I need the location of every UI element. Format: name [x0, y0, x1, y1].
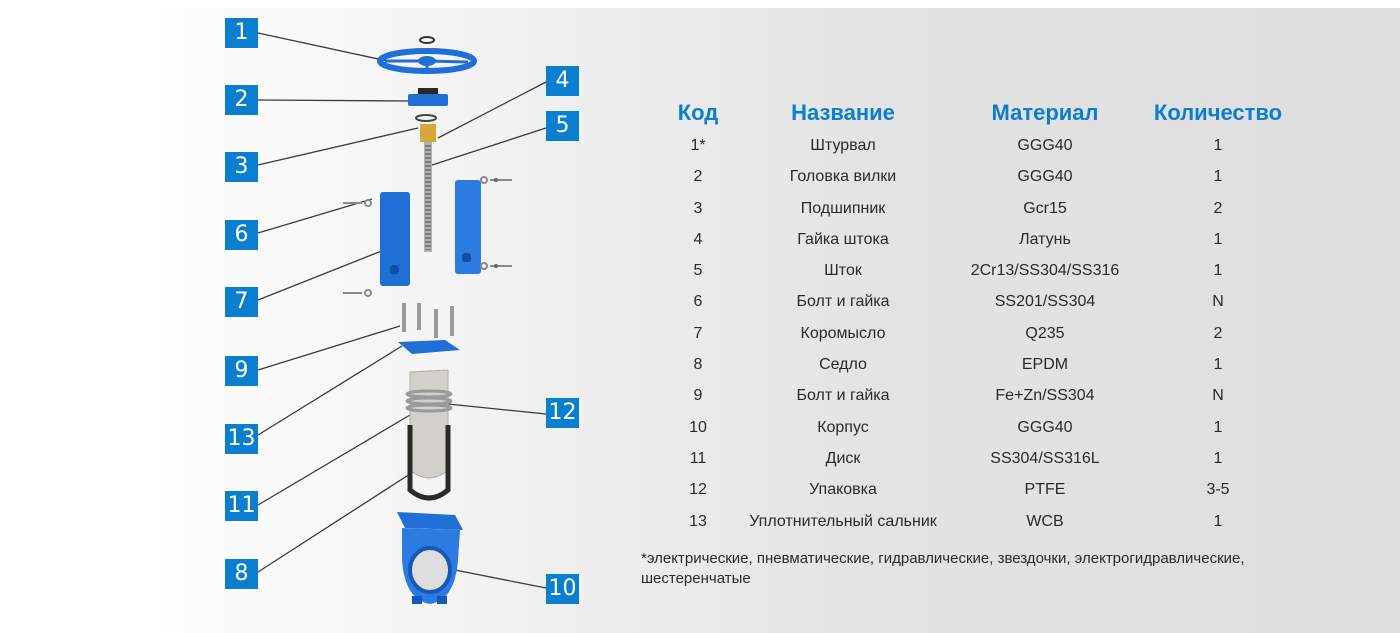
gland-part	[398, 340, 460, 354]
cell-code: 12	[689, 481, 707, 499]
cell-quantity: 1	[1213, 449, 1223, 467]
cell-material: SS304/SS316L	[990, 449, 1100, 467]
cell-quantity: 1	[1213, 418, 1223, 436]
cell-material: PTFE	[1024, 481, 1066, 499]
cell-quantity: 1	[1213, 262, 1223, 280]
callout-5: 5	[546, 111, 579, 141]
handwheel-part	[380, 37, 474, 71]
table-row	[640, 224, 1340, 255]
cell-name: Уплотнительный сальник	[749, 512, 937, 530]
cell-name: Седло	[819, 356, 867, 374]
cell-name: Шток	[824, 262, 862, 280]
callout-1: 1	[225, 18, 258, 48]
cell-name: Гайка штока	[797, 230, 889, 248]
cell-code: 7	[693, 324, 703, 342]
cell-material: Латунь	[1019, 230, 1071, 248]
cell-code: 9	[693, 387, 703, 405]
cell-name: Болт и гайка	[796, 387, 890, 405]
cell-code: 1*	[690, 137, 706, 154]
callout-8: 8	[225, 559, 258, 589]
cell-material: SS201/SS304	[994, 293, 1096, 311]
header-quantity: Количество	[1153, 100, 1283, 125]
parts-table	[640, 96, 1340, 537]
cell-name: Штурвал	[810, 137, 876, 154]
cell-material: Fe+Zn/SS304	[995, 387, 1095, 405]
callout-3: 3	[225, 152, 258, 182]
table-row	[640, 161, 1340, 192]
cell-code: 11	[689, 449, 707, 467]
cell-code: 8	[693, 356, 703, 374]
header-material: Материал	[991, 100, 1099, 125]
table-row	[640, 380, 1340, 411]
stem-part	[424, 142, 432, 252]
washer-icon	[494, 178, 498, 182]
cell-material: Q235	[1025, 324, 1065, 342]
cell-code: 4	[693, 230, 703, 248]
callout-13: 13	[225, 424, 258, 454]
cell-quantity: 1	[1213, 137, 1223, 154]
cell-quantity: N	[1212, 293, 1224, 311]
disc-part	[410, 370, 448, 478]
cell-quantity: 2	[1213, 199, 1223, 217]
callout-11: 11	[225, 491, 258, 521]
cell-quantity: 1	[1213, 168, 1223, 186]
cell-code: 10	[689, 418, 707, 436]
cell-material: GGG40	[1017, 137, 1073, 154]
cell-quantity: 3-5	[1206, 481, 1230, 499]
callout-4: 4	[546, 66, 579, 96]
table-row	[640, 130, 1340, 161]
callout-12: 12	[546, 398, 579, 428]
cell-name: Коромысло	[800, 324, 886, 342]
table-row	[640, 349, 1340, 380]
body-part	[397, 512, 463, 604]
cell-quantity: 2	[1213, 324, 1223, 342]
header-name: Название	[791, 100, 895, 125]
table-row	[640, 412, 1340, 443]
table-row	[640, 443, 1340, 474]
cell-material: Gcr15	[1023, 199, 1067, 217]
washer-icon	[494, 264, 498, 268]
cell-material: WCB	[1026, 512, 1064, 530]
table-row	[640, 474, 1340, 505]
table-row	[640, 193, 1340, 224]
cell-name: Диск	[825, 449, 861, 467]
cell-material: GGG40	[1017, 168, 1073, 186]
cell-code: 2	[693, 168, 703, 186]
cell-code: 13	[689, 512, 707, 530]
cell-name: Подшипник	[800, 199, 886, 217]
cell-quantity: 1	[1213, 356, 1223, 374]
callout-2: 2	[225, 85, 258, 115]
cell-quantity: 1	[1213, 512, 1223, 530]
gland-bolts-part	[404, 303, 452, 338]
cell-material: GGG40	[1017, 418, 1073, 436]
cell-name: Упаковка	[809, 481, 877, 499]
footnote: *электрические, пневматические, гидравлические, звездочки, электрогидравлические, шестеренчатые	[641, 550, 1245, 587]
cell-quantity: 1	[1213, 230, 1223, 248]
table-row	[640, 318, 1340, 349]
stem-nut-part	[420, 124, 436, 142]
callout-10: 10	[546, 574, 579, 604]
callout-9: 9	[225, 356, 258, 386]
cell-name: Болт и гайка	[796, 293, 890, 311]
callout-7: 7	[225, 287, 258, 317]
cell-code: 5	[693, 262, 703, 280]
cell-material: EPDM	[1021, 356, 1069, 374]
cell-material: 2Cr13/SS304/SS316	[970, 262, 1120, 280]
yoke-head-part	[408, 88, 448, 106]
cell-name: Головка вилки	[789, 168, 897, 186]
table-row	[640, 506, 1340, 537]
table-header	[640, 96, 1340, 130]
cell-code: 6	[693, 293, 703, 311]
table-row	[640, 255, 1340, 286]
table-row	[640, 286, 1340, 317]
cell-name: Корпус	[817, 418, 869, 436]
cell-code: 3	[693, 199, 703, 217]
table-body	[640, 130, 1340, 537]
callout-6: 6	[225, 220, 258, 250]
header-code: Код	[677, 100, 719, 125]
cell-quantity: N	[1212, 387, 1224, 405]
bearing-part	[416, 115, 436, 121]
